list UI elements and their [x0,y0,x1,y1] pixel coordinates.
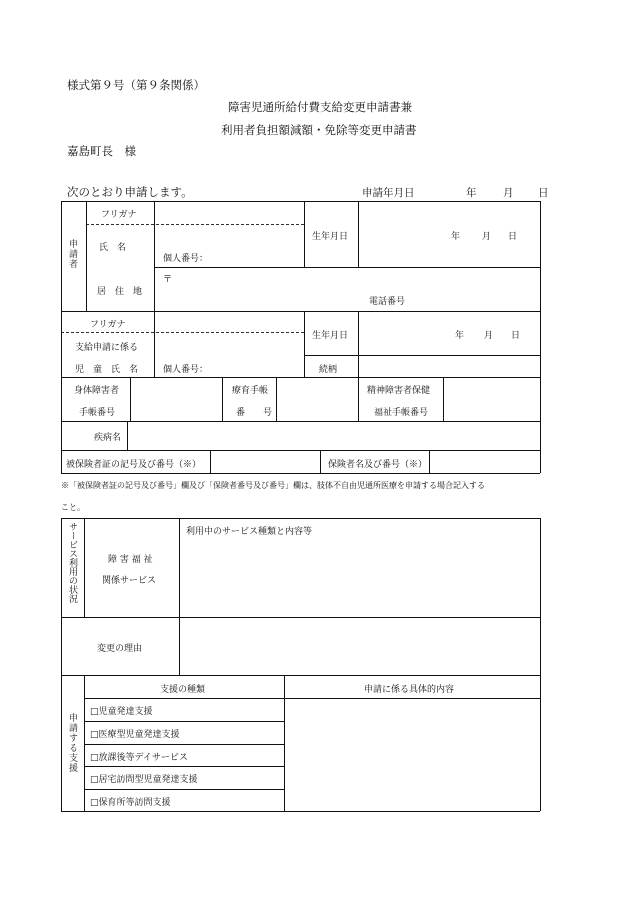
rehab-handbook-label-line2: 番 号 [236,408,273,418]
physical-handbook-label-line1: 身体障害者 [74,386,120,396]
form-number: 様式第９号（第９条関係） [67,78,205,92]
application-date-label: 申請年月日 [362,187,415,199]
applicant-birth-year: 年 [451,232,461,242]
physical-handbook-field[interactable] [131,378,221,420]
addressee: 嘉島町長 様 [67,144,136,158]
child-furigana-field[interactable] [155,312,303,332]
form-title-line2: 利用者負担額減額・免除等変更申請書 [221,123,417,137]
mental-handbook-field[interactable] [444,378,539,420]
disease-name-field[interactable] [128,422,539,449]
child-birthdate-field[interactable] [359,312,539,354]
disease-name-label: 疾病名 [94,433,122,443]
application-date-day: 日 [538,187,549,199]
service-category-line1: 障 害 福 祉 [108,555,153,565]
service-usage-section-label: サービス利用の状況 [67,522,77,603]
support-option-nursery-visit[interactable]: □保育所等訪問支援 [90,798,171,808]
child-name-label-line1: 支給申請に係る [75,343,139,353]
applicant-furigana-label: フリガナ [101,210,137,220]
child-birthdate-label: 生年月日 [312,331,349,341]
support-option-after-school-day-service[interactable]: □放課後等デイサービス [90,753,188,763]
child-name-field[interactable] [155,333,303,376]
applicant-phone-label: 電話番号 [369,297,406,307]
child-birth-day: 日 [511,331,521,341]
child-id-number-label: 個人番号： [163,365,209,375]
applicant-section-label: 申請者 [67,239,77,269]
physical-handbook-label-line2: 手帳番号 [79,408,116,418]
application-date-month: 月 [503,187,514,199]
service-content-field[interactable] [180,538,539,616]
support-type-header: 支援の種類 [160,685,206,695]
applicant-id-number-label: 個人番号： [163,254,209,264]
service-content-label: 利用中のサービス種類と内容等 [186,527,313,537]
support-detail-header: 申請に係る具体的内容 [364,685,455,695]
applicant-address-field[interactable] [155,268,539,310]
applicant-address-label: 居 住 地 [97,287,143,297]
rehab-handbook-label-line1: 療育手帳 [232,386,269,396]
postal-mark: 〒 [163,275,173,285]
applicant-name-label: 氏 名 [99,243,127,253]
support-section-label: 申請する支援 [67,713,77,773]
applicant-birthdate-field[interactable] [359,202,539,266]
insurer-name-label: 保険者名及び番号（※） [328,460,428,470]
note-line1: ※「被保険者証の記号及び番号」欄及び「保険者番号及び番号」欄は、肢体不自由児通所医療を申請する場合記入する [61,481,485,490]
intro-statement: 次のとおり申請します。 [67,185,193,199]
child-name-label-line2: 児 童 氏 名 [75,365,139,375]
applicant-name-field[interactable] [155,225,303,266]
child-birth-month: 月 [484,331,494,341]
note-line2: こと。 [61,503,85,512]
mental-handbook-label-line1: 精神障害者保健 [367,386,431,396]
child-relation-field[interactable] [359,356,539,376]
rehab-handbook-field[interactable] [277,378,357,420]
change-reason-label: 変更の理由 [97,644,143,654]
mental-handbook-label-line2: 福祉手帳番号 [374,408,429,418]
application-date-year: 年 [466,187,477,199]
child-birth-year: 年 [455,331,465,341]
applicant-birth-day: 日 [508,232,518,242]
applicant-furigana-field[interactable] [155,202,303,224]
child-relation-label: 続柄 [319,365,338,375]
insured-number-label: 被保険者証の記号及び番号（※） [66,460,202,470]
applicant-birthdate-label: 生年月日 [312,232,349,242]
form-title-line1: 障害児通所給付費支給変更申請書兼 [228,100,412,114]
child-furigana-label: フリガナ [90,320,126,330]
service-category-line2: 関係サービス [102,576,157,586]
support-option-home-visit-development[interactable]: □居宅訪問型児童発達支援 [90,775,198,785]
support-option-child-development[interactable]: □児童発達支援 [90,707,153,717]
applicant-birth-month: 月 [482,232,492,242]
change-reason-field[interactable] [180,618,539,674]
support-detail-field[interactable] [285,699,539,810]
support-option-medical-child-development[interactable]: □医療型児童発達支援 [90,730,180,740]
insurer-name-field[interactable] [430,451,539,472]
insured-number-field[interactable] [211,451,319,472]
